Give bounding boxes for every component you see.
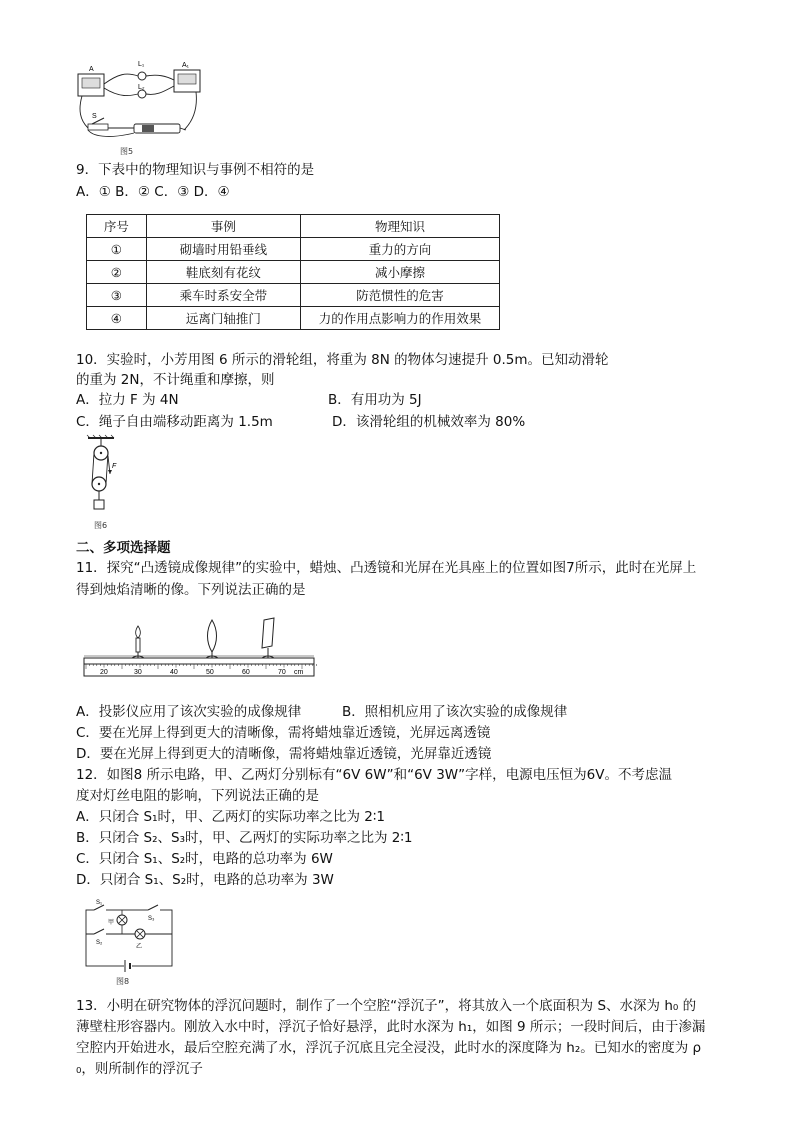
- ammeter-a1-label: A₁: [182, 62, 190, 69]
- table-cell: 重力的方向: [301, 238, 500, 261]
- s1-label: S₁: [96, 900, 103, 906]
- q10-option-b: B．有用功为 5J: [328, 392, 422, 408]
- figure-8-caption: 图8: [116, 977, 130, 986]
- table-cell: ③: [87, 284, 147, 307]
- screen-icon: [262, 618, 274, 648]
- q12-stem-line1: 12．如图8 所示电路，甲、乙两灯分别标有“6V 6W”和“6V 3W”字样，电源电压恒为6V。不考虑温: [76, 767, 672, 783]
- table-row: [87, 238, 500, 261]
- q11-option-b: B．照相机应用了该次实验的成像规律: [342, 704, 568, 720]
- table-cell: ④: [87, 307, 147, 330]
- figure-5-drawing: [74, 58, 204, 158]
- lamp-l1-label: L₁: [138, 61, 145, 68]
- force-label: F: [112, 463, 117, 470]
- q12-stem-line2: 度对灯丝电阻的影响，下列说法正确的是: [76, 788, 319, 804]
- ruler-label-60: 60: [242, 669, 250, 676]
- ruler-label-50: 50: [206, 669, 214, 676]
- q12-option-d: D．只闭合 S₁、S₂时，电路的总功率为 3W: [76, 872, 334, 888]
- q10-stem-line2: 的重为 2N，不计绳重和摩擦，则: [76, 372, 275, 388]
- candle-icon: [136, 638, 140, 652]
- table-header: 序号: [87, 215, 147, 238]
- s2-label: S₂: [96, 940, 103, 946]
- figure-8: [82, 898, 182, 990]
- q12-option-b: B．只闭合 S₂、S₃时，甲、乙两灯的实际功率之比为 2∶1: [76, 830, 413, 846]
- figure-8-drawing: [82, 898, 182, 974]
- lamp-yi-label: 乙: [136, 944, 143, 950]
- q11-option-d: D．要在光屏上得到更大的清晰像，需将蜡烛靠近透镜，光屏靠近透镜: [76, 746, 492, 762]
- figure-6: [84, 434, 124, 530]
- figure-6-caption: 图6: [94, 521, 108, 530]
- table-cell: 远离门轴推门: [146, 307, 300, 330]
- figure-7-drawing: [82, 614, 318, 686]
- figure-5-caption: 图5: [120, 147, 134, 156]
- q12-option-a: A．只闭合 S₁时，甲、乙两灯的实际功率之比为 2∶1: [76, 809, 385, 825]
- q10-stem-line1: 10．实验时，小芳用图 6 所示的滑轮组，将重为 8N 的物体匀速提升 0.5m。已知动滑轮: [76, 352, 609, 368]
- ruler-label-70: 70: [278, 669, 286, 676]
- table-row: [87, 307, 500, 330]
- q13-line2: 薄壁柱形容器内。刚放入水中时，浮沉子恰好悬浮，此时水深为 h₁，如图 9 所示；一段时间后，由于渗漏: [76, 1019, 706, 1035]
- ammeter-a-label: A: [89, 66, 94, 73]
- q11-option-a: A．投影仪应用了该次实验的成像规律: [76, 704, 302, 720]
- s3-label: S₃: [148, 916, 155, 922]
- q10-option-a: A．拉力 F 为 4N: [76, 392, 179, 408]
- q9-stem: 9．下表中的物理知识与事例不相符的是: [76, 162, 315, 178]
- table-row: [87, 284, 500, 307]
- table-cell: 防范惯性的危害: [301, 284, 500, 307]
- lens-icon: [208, 620, 217, 652]
- table-header: 物理知识: [301, 215, 500, 238]
- section-2-title: 二、多项选择题: [76, 540, 171, 556]
- table-header: 事例: [146, 215, 300, 238]
- q13-line4: ₀，则所制作的浮沉子: [76, 1061, 203, 1077]
- ruler-unit: cm: [294, 669, 304, 676]
- figure-6-drawing: [84, 434, 124, 520]
- ruler-label-20: 20: [100, 669, 108, 676]
- q13-line1: 13．小明在研究物体的浮沉问题时，制作了一个空腔“浮沉子”，将其放入一个底面积为 S、水深为 h₀ 的: [76, 998, 697, 1014]
- q9-table: [86, 214, 500, 330]
- figure-5: [74, 58, 204, 158]
- ruler-label-40: 40: [170, 669, 178, 676]
- table-cell: ②: [87, 261, 147, 284]
- table-cell: 减小摩擦: [301, 261, 500, 284]
- table-header-row: [87, 215, 500, 238]
- q9-options: A．① B．② C．③ D．④: [76, 184, 230, 200]
- q10-option-d: D．该滑轮组的机械效率为 80%: [332, 414, 526, 430]
- q12-option-c: C．只闭合 S₁、S₂时，电路的总功率为 6W: [76, 851, 333, 867]
- table-cell: ①: [87, 238, 147, 261]
- q11-stem-line1: 11．探究“凸透镜成像规律”的实验中，蜡烛、凸透镜和光屏在光具座上的位置如图7所示，此时在光屏上: [76, 560, 697, 576]
- table-cell: 乘车时系安全带: [146, 284, 300, 307]
- lamp-l2-label: L₂: [138, 84, 145, 91]
- ruler-label-30: 30: [134, 669, 142, 676]
- q13-line3: 空腔内开始进水，最后空腔充满了水，浮沉子沉底且完全浸没，此时水的深度降为 h₂。已知水的密度为 ρ: [76, 1040, 702, 1056]
- switch-label: S: [92, 113, 97, 120]
- lamp-jia-label: 甲: [108, 920, 115, 926]
- table-row: [87, 261, 500, 284]
- q11-stem-line2: 得到烛焰清晰的像。下列说法正确的是: [76, 582, 306, 598]
- table-cell: 鞋底刻有花纹: [146, 261, 300, 284]
- table-cell: 砌墙时用铅垂线: [146, 238, 300, 261]
- table-cell: 力的作用点影响力的作用效果: [301, 307, 500, 330]
- figure-7-optical-bench: [82, 614, 318, 686]
- q10-option-c: C．绳子自由端移动距离为 1.5m: [76, 414, 273, 430]
- q11-option-c: C．要在光屏上得到更大的清晰像，需将蜡烛靠近透镜，光屏远离透镜: [76, 725, 491, 741]
